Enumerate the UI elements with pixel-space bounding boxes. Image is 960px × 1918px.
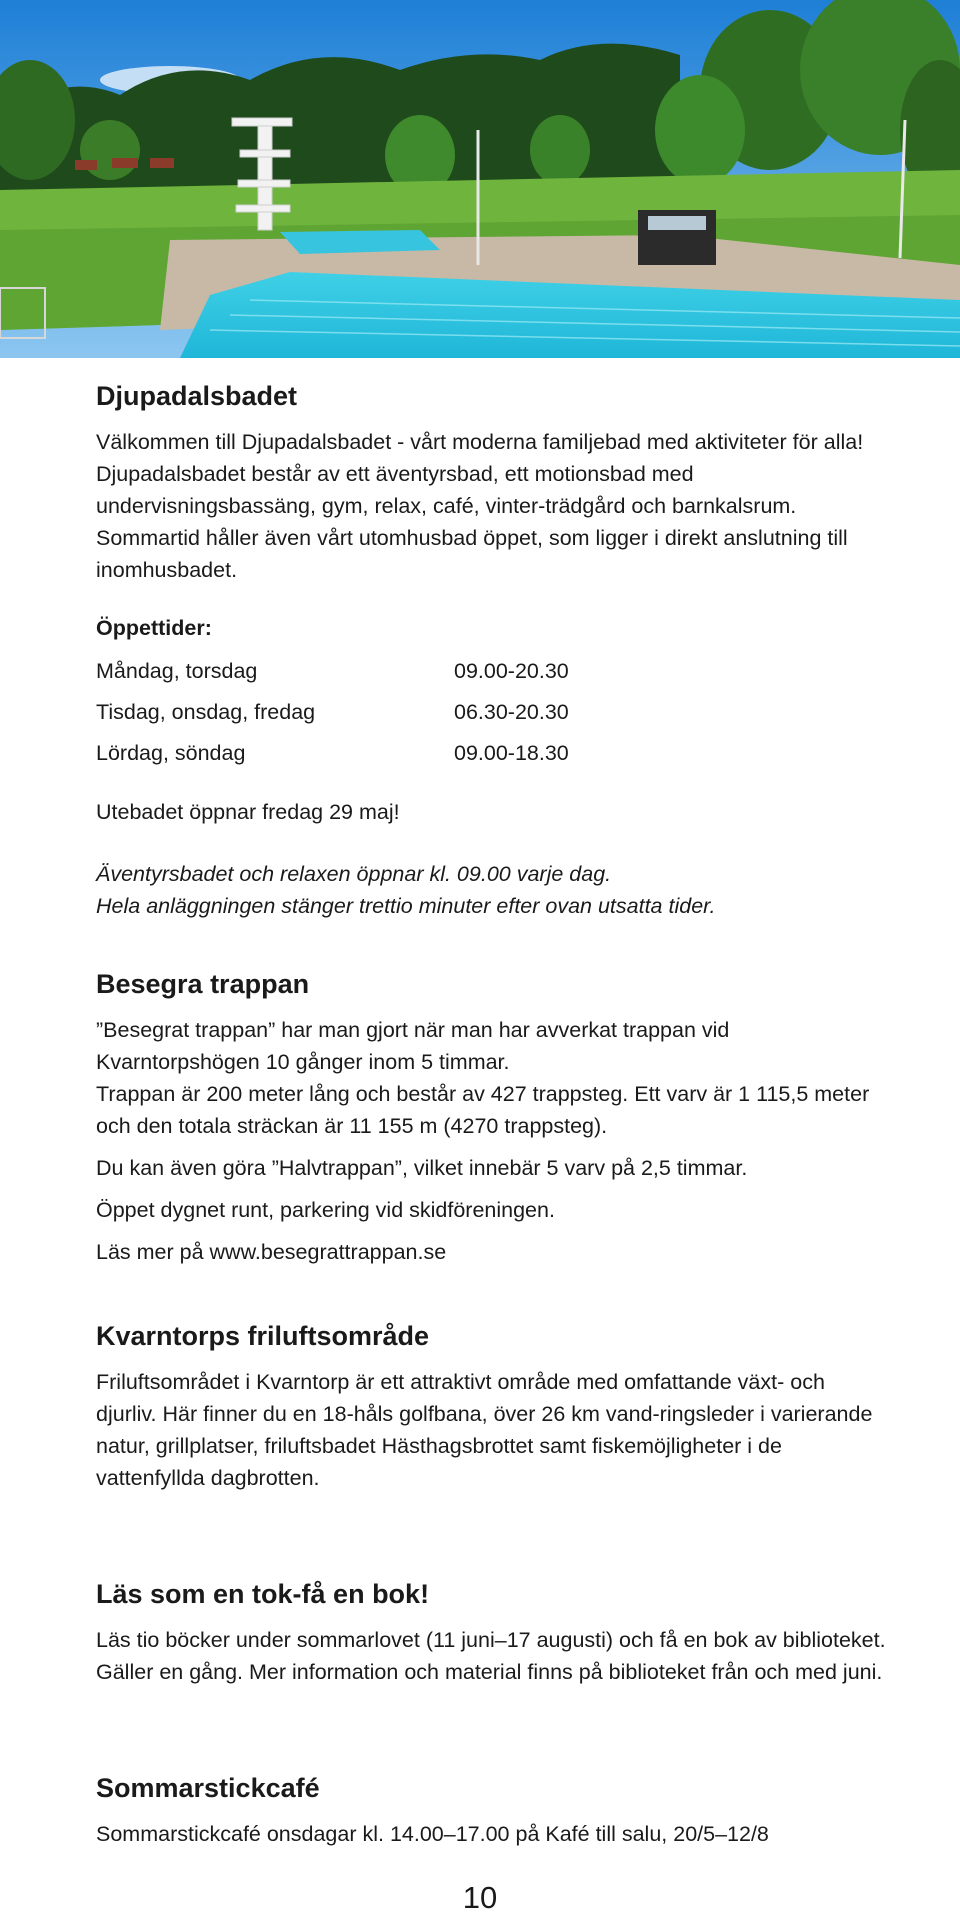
body-text: Trappan är 200 meter lång och består av 427 trappsteg. Ett varv är 1 115,5 meter och den totala sträckan är 11 155 m (4270 trappsteg). bbox=[96, 1082, 870, 1139]
website-text: Läs mer på www.besegrattrappan.se bbox=[96, 1240, 447, 1265]
section-las-som-en-tok bbox=[96, 1578, 886, 1688]
hours-row bbox=[96, 692, 886, 733]
outdoor-note-block bbox=[96, 796, 886, 828]
body-text: ”Besegrat trappan” har man gjort när man har avverkat trappan vid Kvarntorpshögen 10 gånger inom 5 timmar. bbox=[96, 1018, 730, 1075]
section-title: Läs som en tok-få en bok! bbox=[96, 1579, 430, 1609]
hours-row bbox=[96, 651, 886, 692]
hours-row bbox=[96, 733, 886, 774]
page-number: 10 bbox=[462, 1880, 498, 1915]
pool-photo bbox=[0, 0, 960, 358]
hours-time: 09.00-20.30 bbox=[454, 659, 569, 683]
section-title: Besegra trappan bbox=[96, 969, 310, 999]
section-kvarntorp bbox=[96, 1320, 886, 1494]
section-title: Kvarntorps friluftsområde bbox=[96, 1321, 430, 1351]
italic-note: Hela anläggningen stänger trettio minuter efter ovan utsatta tider. bbox=[96, 894, 716, 918]
intro-text: Välkommen till Djupadalsbadet - vårt moderna familjebad med aktiviteter för alla! Djupadalsbadet består av ett äventyrsbad, ett motionsbad med undervisningsbassäng, gym, relax, café, vinter-trädgård och barnkalsrum. Sommartid håller även vårt utomhusbad öppet, som ligger i direkt anslutning till inomhusbadet. bbox=[96, 430, 864, 583]
hours-days: Lördag, söndag bbox=[96, 741, 246, 765]
italic-note: Äventyrsbadet och relaxen öppnar kl. 09.00 varje dag. bbox=[96, 862, 612, 886]
hours-days: Måndag, torsdag bbox=[96, 659, 258, 683]
hours-days: Tisdag, onsdag, fredag bbox=[96, 700, 316, 724]
body-text: Du kan även göra ”Halvtrappan”, vilket innebär 5 varv på 2,5 timmar. bbox=[96, 1156, 748, 1181]
italic-notes bbox=[96, 858, 886, 922]
outdoor-note: Utebadet öppnar fredag 29 maj! bbox=[96, 800, 400, 824]
hours-time: 06.30-20.30 bbox=[454, 700, 569, 724]
section-sommarstickcafe bbox=[96, 1772, 886, 1850]
opening-hours bbox=[96, 616, 886, 774]
body-text: Läs tio böcker under sommarlovet (11 juni–17 augusti) och få en bok av biblioteket. Gäller en gång. Mer information och material finns på biblioteket från och med juni. bbox=[96, 1628, 886, 1685]
body-text: Öppet dygnet runt, parkering vid skidföreningen. bbox=[96, 1198, 555, 1223]
body-text: Friluftsområdet i Kvarntorp är ett attraktivt område med omfattande växt- och djurliv. Här finner du en 18-håls golfbana, över 26 km vand-ringsleder i varierande natur, grillplatser, friluftsbadet Hästhagsbrottet samt fiskemöjligheter i de vattenfyllda dagbrotten. bbox=[96, 1370, 873, 1491]
hours-time: 09.00-18.30 bbox=[454, 741, 569, 765]
hours-label: Öppettider: bbox=[96, 616, 212, 640]
section-title: Djupadalsbadet bbox=[96, 381, 298, 411]
section-title: Sommarstickcafé bbox=[96, 1773, 320, 1803]
section-besegra-trappan bbox=[96, 968, 886, 1268]
body-text: Sommarstickcafé onsdagar kl. 14.00–17.00 på Kafé till salu, 20/5–12/8 bbox=[96, 1822, 769, 1847]
section-djupadalsbadet bbox=[96, 380, 886, 586]
